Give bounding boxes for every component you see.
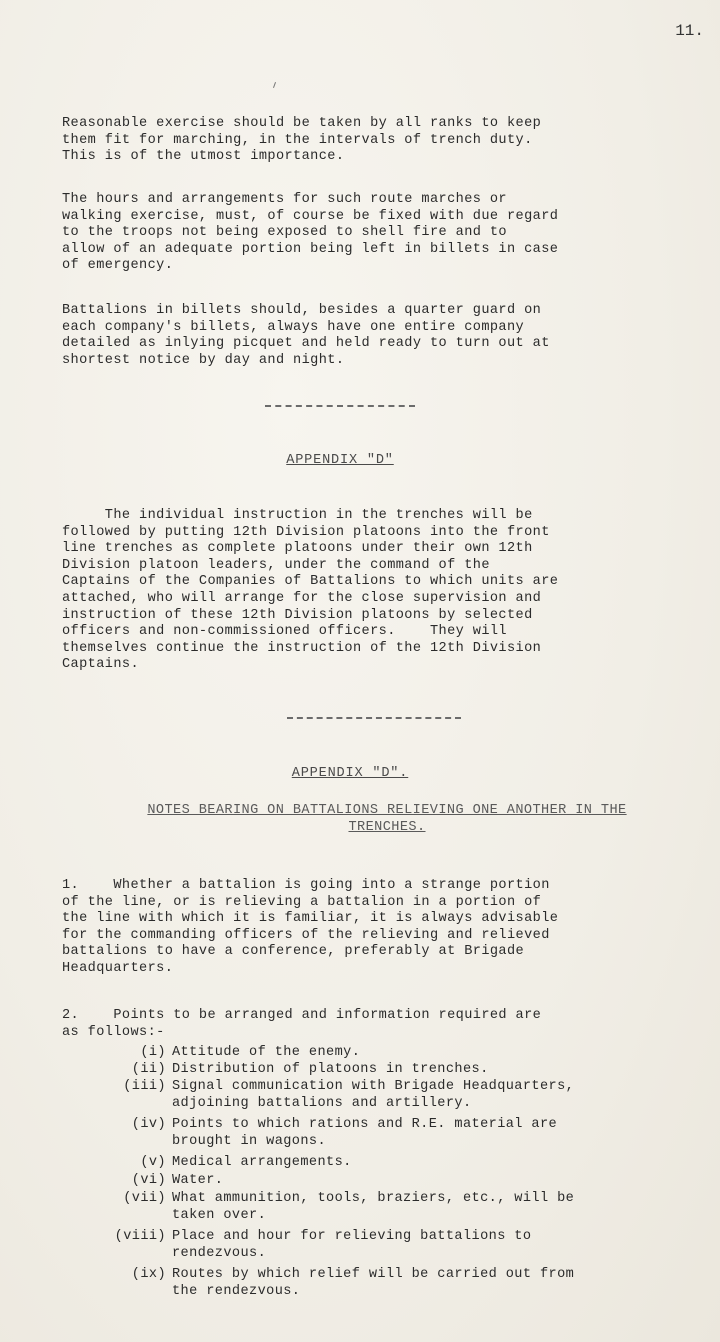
paragraph-billets: Battalions in billets should, besides a quarter guard on each company's billets, always have one entire company detailed as inlying picquet and held ready to turn out at shortest notice by day and night.	[62, 303, 550, 368]
list-numeral: (ix)	[131, 1267, 166, 1282]
list-numeral: (ii)	[131, 1062, 166, 1077]
list-numeral: (iii)	[123, 1079, 166, 1094]
notes-subheading: NOTES BEARING ON BATTALIONS RELIEVING ONE ANOTHER IN THE TRENCHES.	[147, 803, 627, 835]
appendix-d-heading: APPENDIX "D"	[286, 453, 394, 468]
page-number: 11.	[675, 22, 704, 40]
list-text: What ammunition, tools, braziers, etc., will be taken over.	[172, 1191, 575, 1223]
numbered-paragraph-1: 1. Whether a battalion is going into a strange portion of the line, or is relieving a battalion in a portion of the line with which it is familiar, it is always advisable for the commanding officers of the relieving and relieved battalions to have a conference, preferably at Brigade Headquarters.	[62, 878, 559, 976]
numbered-paragraph-2: 2. Points to be arranged and information required are as follows:-	[62, 1008, 542, 1040]
list-numeral: (v)	[140, 1155, 166, 1170]
paragraph-route-marches: The hours and arrangements for such route marches or walking exercise, must, of course be fixed with due regard to the troops not being exposed to shell fire and to allow of an adequate portion being left in billets in case of emergency.	[62, 192, 559, 274]
separator-dashes	[287, 717, 461, 719]
list-text: Water.	[172, 1173, 224, 1188]
list-text: Routes by which relief will be carried out from the rendezvous.	[172, 1267, 575, 1299]
list-numeral: (i)	[140, 1045, 166, 1060]
paragraph-exercise: Reasonable exercise should be taken by all ranks to keep them fit for marching, in the intervals of trench duty. This is of the utmost importance.	[62, 116, 542, 165]
list-text: Signal communication with Brigade Headquarters, adjoining battalions and artillery.	[172, 1079, 575, 1111]
appendix-d-body: The individual instruction in the trenches will be followed by putting 12th Division platoons into the front line trenches as complete platoons under their own 12th Division platoon leaders, under the command of the Captains of the Companies of Battalions to which units are attached, who will arrange for the close supervision and instruction of these 12th Division platoons by selected officers and non-commissioned officers. They will themselves continue the instruction of the 12th Division Captains.	[62, 508, 559, 673]
separator-dashes	[265, 405, 415, 407]
list-numeral: (viii)	[114, 1229, 166, 1244]
list-text: Place and hour for relieving battalions to rendezvous.	[172, 1229, 532, 1261]
list-text: Medical arrangements.	[172, 1155, 352, 1170]
list-numeral: (vii)	[123, 1191, 166, 1206]
list-text: Points to which rations and R.E. material are brought in wagons.	[172, 1117, 558, 1149]
list-numeral: (vi)	[131, 1173, 166, 1188]
list-text: Distribution of platoons in trenches.	[172, 1062, 489, 1077]
list-text: Attitude of the enemy.	[172, 1045, 361, 1060]
appendix-d-second-heading: APPENDIX "D".	[291, 766, 409, 781]
stray-ink-mark	[273, 82, 276, 88]
list-numeral: (iv)	[131, 1117, 166, 1132]
